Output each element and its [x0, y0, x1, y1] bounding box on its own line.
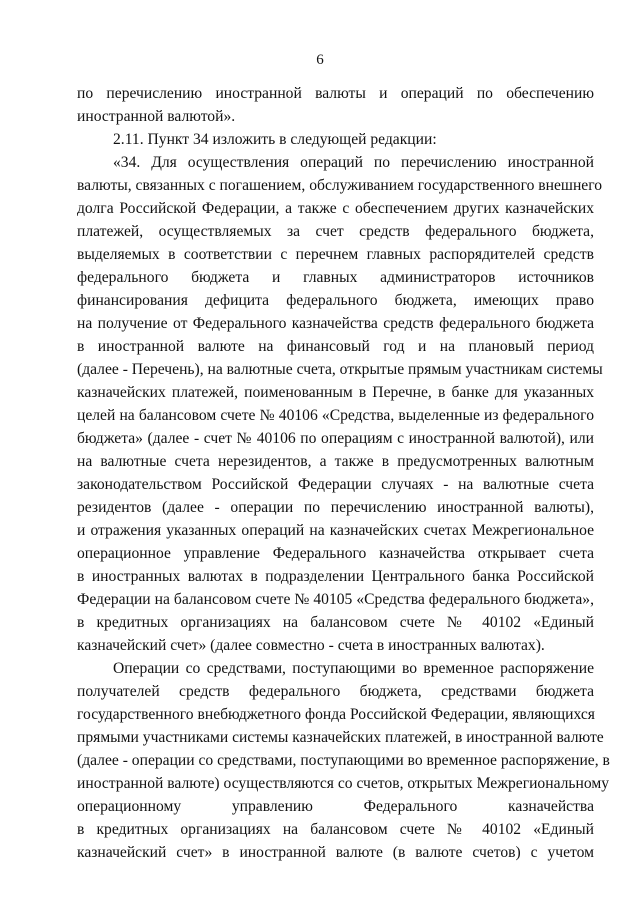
- text-line: казначейских платежей, поименованным в Перечне, в банке для указанных: [77, 384, 594, 401]
- text-line: валюты, связанных с погашением, обслуживанием государственного внешнего: [77, 177, 603, 194]
- text-line: прямыми участниками системы казначейских платежей, в иностранной валюте: [77, 729, 604, 746]
- text-line: казначейский счет» (далее совместно - счета в иностранных валютах).: [77, 637, 545, 654]
- text-line: операционное управление Федерального казначейства открывает счета: [77, 545, 594, 562]
- text-line: целей на балансовом счете № 40106 «Средства, выделенные из федерального: [77, 407, 594, 424]
- page-number: 6: [316, 52, 324, 68]
- text-line: резидентов (далее - операции по перечислению иностранной валюты),: [77, 499, 594, 516]
- text-line: государственного внебюджетного фонда Российской Федерации, являющихся: [77, 706, 595, 723]
- text-line: операционному управлению Федерального казначейства: [77, 798, 594, 815]
- text-line: (далее - Перечень), на валютные счета, открытые прямым участникам системы: [77, 361, 603, 378]
- text-line: бюджета» (далее - счет № 40106 по операциям с иностранной валютой), или: [77, 430, 594, 447]
- text-line: и отражения указанных операций на казначейских счетах Межрегиональное: [77, 522, 594, 539]
- text-line: казначейский счет» в иностранной валюте (в валюте счетов) с учетом: [77, 844, 594, 861]
- text-line: финансирования дефицита федерального бюджета, имеющих право: [77, 292, 594, 309]
- text-line: на валютные счета нерезидентов, а также в предусмотренных валютным: [77, 453, 594, 470]
- text-line: 2.11. Пункт 34 изложить в следующей редакции:: [113, 131, 437, 148]
- text-line: Федерации на балансовом счете № 40105 «Средства федерального бюджета»,: [77, 591, 594, 608]
- text-line: в иностранной валюте на финансовый год и на плановый период: [77, 338, 594, 355]
- text-line: законодательством Российской Федерации случаях - на валютные счета: [77, 476, 594, 493]
- text-line: по перечислению иностранной валюты и операций по обеспечению: [77, 85, 594, 102]
- text-line: в кредитных организациях на балансовом счете № 40102 «Единый: [77, 821, 594, 838]
- text-line: получателей средств федерального бюджета, средствами бюджета: [77, 683, 594, 700]
- text-line: федерального бюджета и главных администраторов источников: [77, 269, 594, 286]
- text-line: на получение от Федерального казначейства средств федерального бюджета: [77, 315, 594, 332]
- text-line: Операции со средствами, поступающими во временное распоряжение: [113, 660, 594, 677]
- text-line: (далее - операции со средствами, поступающими во временное распоряжение, в: [77, 752, 610, 769]
- text-line: выделяемых в соответствии с перечнем главных распорядителей средств: [77, 246, 594, 263]
- text-line: иностранной валюте) осуществляются со счетов, открытых Межрегиональному: [77, 775, 610, 792]
- text-line: платежей, осуществляемых за счет средств федерального бюджета,: [77, 223, 594, 240]
- text-line: «34. Для осуществления операций по перечислению иностранной: [113, 154, 594, 171]
- text-line: долга Российской Федерации, а также с обеспечением других казначейских: [77, 200, 594, 217]
- text-line: в иностранных валютах в подразделении Центрального банка Российской: [77, 568, 594, 585]
- text-line: в кредитных организациях на балансовом счете № 40102 «Единый: [77, 614, 594, 631]
- text-line: иностранной валютой».: [77, 108, 236, 125]
